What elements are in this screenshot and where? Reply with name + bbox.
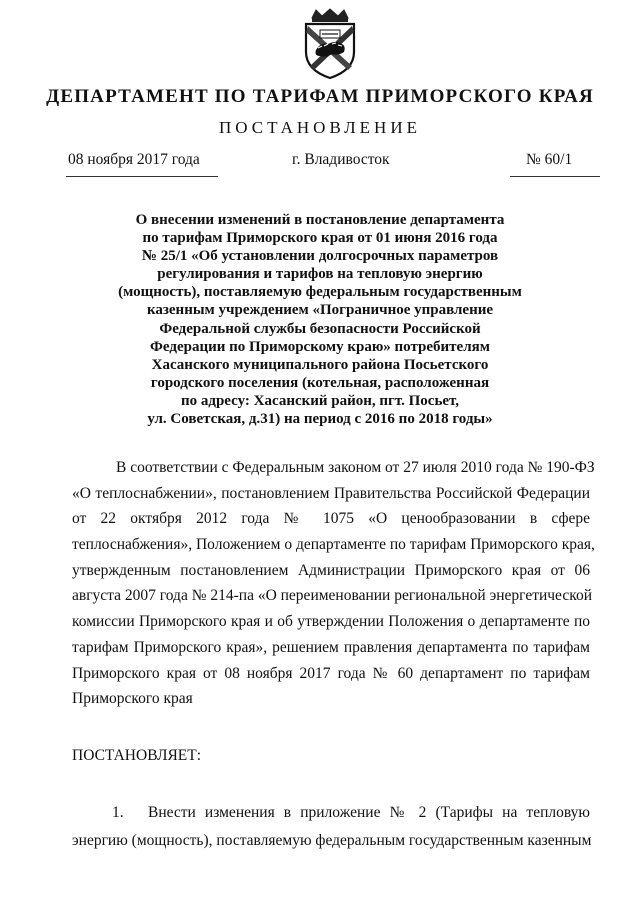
resolves-heading: ПОСТАНОВЛЯЕТ: — [72, 747, 202, 764]
document-number: № 60/1 — [526, 151, 573, 168]
item-first-line — [72, 799, 590, 827]
subject-line: № 25/1 «Об установлении долгосрочных параметров — [141, 248, 499, 265]
preamble-line: теплоснабжения», Положением о департаменте по тарифам Приморского края, — [72, 536, 595, 554]
subject-line: по адресу: Хасанский район, пгт. Посьет, — [180, 392, 460, 409]
item-line: энергию (мощность), поставляемую федеральным государственным казенным — [72, 832, 592, 849]
subject-line: регулирования и тарифов на тепловую энергию — [157, 266, 483, 283]
subject-line: (мощность), поставляемую федеральным государственным — [118, 284, 522, 301]
date-underline — [66, 176, 218, 177]
subject-line: О внесении изменений в постановление департамента — [135, 212, 505, 228]
subject-line: Хасанского муниципального района Посьетского — [151, 356, 489, 373]
item-number: 1. — [112, 804, 124, 821]
preamble-line: от 22 октября 2012 года № 1075 «О ценообразовании в сфере — [72, 510, 590, 528]
preamble-line: августа 2007 года № 214-па «О переименовании региональной энергетической — [72, 587, 592, 605]
preamble-line: Приморского края — [72, 690, 193, 708]
subject-line: ул. Советская, д.31) на период с 2016 по 2018 годы» — [147, 411, 493, 428]
document-type: ПОСТАНОВЛЕНИЕ — [218, 118, 421, 137]
resolution-item-1 — [72, 799, 590, 855]
preamble-line: Приморского края от 08 ноября 2017 года № 60 департамент по тарифам — [72, 664, 590, 682]
subject-line: городского поселения (котельная, расположенная — [150, 374, 490, 391]
item-text: Внести изменения в приложение № 2 (Тарифы на тепловую — [148, 804, 590, 821]
preamble-line: утвержденным постановлением Администрации Приморского края от 06 — [72, 561, 590, 579]
preamble-paragraph — [72, 455, 595, 712]
subject-line: по тарифам Приморского края от 01 июня 2016 года — [142, 230, 498, 247]
department-title: ДЕПАРТАМЕНТ ПО ТАРИФАМ ПРИМОРСКОГО КРАЯ — [46, 86, 594, 107]
subject-line: Федеральной службы безопасности Российской — [159, 320, 481, 337]
preamble-line: комиссии Приморского края и об утверждении Положения о департаменте по — [72, 613, 590, 631]
preamble-line: «О теплоснабжении», постановлением Правительства Российской Федерации — [72, 484, 590, 502]
number-underline — [510, 176, 600, 177]
subject-line: Федерации по Приморскому краю» потребителям — [150, 338, 490, 355]
document-subject — [60, 211, 580, 428]
coat-of-arms-icon — [298, 8, 362, 80]
document-city: г. Владивосток — [292, 151, 390, 168]
subject-line: казенным учреждением «Пограничное управление — [146, 302, 494, 319]
preamble-line: В соответствии с Федеральным законом от 27 июля 2010 года № 190-ФЗ — [116, 459, 595, 476]
document-date: 08 ноября 2017 года — [68, 151, 200, 168]
preamble-line: тарифам Приморского края», решением правления департамента по тарифам — [72, 638, 590, 656]
